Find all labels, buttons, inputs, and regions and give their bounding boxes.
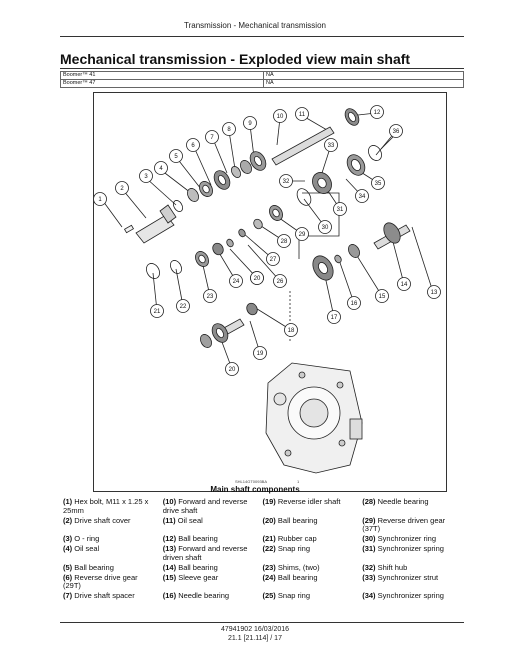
legend-item-number: (2) <box>63 515 73 525</box>
callout-11: 11 <box>298 112 306 118</box>
legend-item-number: (10) <box>162 497 177 506</box>
legend-item-text: Forward and reverse driven shaft <box>162 544 248 562</box>
legend-item-number: (25) <box>262 591 276 600</box>
legend-item <box>259 574 359 593</box>
legend-item-number: (4) <box>63 544 73 553</box>
legend-item-number: (33) <box>362 572 376 582</box>
legend-item-text: Sleeve gear <box>178 572 219 582</box>
model-value: NA <box>264 72 464 80</box>
legend-item-number: (32) <box>362 562 376 572</box>
running-header: Transmission - Mechanical transmission <box>184 21 326 30</box>
legend-item-text: Ball bearing <box>74 562 114 572</box>
legend-item-number: (16) <box>162 591 177 600</box>
parts <box>125 106 410 473</box>
legend-item <box>160 545 260 564</box>
legend-item-text: Ball bearing <box>178 562 218 572</box>
page-reference: 21.1 [21.114] / 17 <box>228 635 282 642</box>
callout-10: 10 <box>276 114 284 120</box>
callout-5: 5 <box>174 154 178 160</box>
legend-item-text: Synchronizer spring <box>377 591 444 600</box>
title-divider <box>60 68 464 69</box>
legend-item-text: Shift hub <box>377 562 408 572</box>
legend-item-number: (30) <box>362 534 376 543</box>
exploded-view-drawing <box>94 93 448 493</box>
callout-35: 35 <box>374 181 382 187</box>
model-value: NA <box>264 80 464 88</box>
legend-item-text: Synchronizer spring <box>377 544 444 553</box>
legend-item-text: Reverse idler shaft <box>277 497 341 506</box>
footer-divider <box>60 622 464 623</box>
callout-14: 14 <box>400 282 408 288</box>
legend-item <box>160 574 260 593</box>
legend-item-text: Forward and reverse drive shaft <box>162 497 248 515</box>
legend-item-number: (1) <box>63 497 73 506</box>
callout-33: 33 <box>327 143 335 149</box>
legend-item-text: Rubber cap <box>277 534 317 543</box>
callout-2: 2 <box>120 186 124 192</box>
legend-item-text: Reverse drive gear (29T) <box>63 572 138 590</box>
legend-item <box>60 592 160 602</box>
legend-body <box>60 498 464 602</box>
callout-29: 29 <box>298 232 306 238</box>
legend-item-text: Snap ring <box>277 591 310 600</box>
model-name: Boomer™ 41 <box>61 72 264 80</box>
model-applicability-table <box>60 71 464 88</box>
callout-36: 36 <box>392 129 400 135</box>
legend-row <box>60 517 464 536</box>
page-title: Mechanical transmission - Exploded view main shaft <box>60 51 411 67</box>
legend-item-text: Synchronizer strut <box>377 572 439 582</box>
figure-number: 1 <box>297 479 300 484</box>
legend-item <box>160 498 260 517</box>
legend-item <box>259 517 359 536</box>
callout-18: 18 <box>287 328 295 334</box>
legend-item-number: (5) <box>63 562 73 572</box>
legend-item-number: (21) <box>262 534 276 543</box>
legend-item <box>60 574 160 593</box>
legend-item-text: Drive shaft spacer <box>74 591 135 600</box>
legend-item-text: Needle bearing <box>178 591 230 600</box>
legend-item-number: (20) <box>262 515 276 525</box>
callout-34: 34 <box>358 194 366 200</box>
legend-row <box>60 498 464 517</box>
legend-row <box>60 592 464 602</box>
legend-item-text: Reverse driven gear (37T) <box>362 515 446 533</box>
legend-item <box>359 498 464 517</box>
legend-item-number: (6) <box>63 572 73 582</box>
legend-item <box>259 498 359 517</box>
legend-item <box>160 517 260 536</box>
legend-item-number: (19) <box>262 497 276 506</box>
legend-item-text: Shims, (two) <box>277 562 320 572</box>
figure-caption: Main shaft components <box>210 485 300 494</box>
callout-9: 9 <box>248 121 252 127</box>
callout-21: 21 <box>153 309 161 315</box>
callout-4: 4 <box>159 166 163 172</box>
callout-27: 27 <box>269 257 277 263</box>
page-footer <box>0 625 510 643</box>
figure-code: SHL14GT0093BA <box>235 479 268 484</box>
callout-28: 28 <box>280 239 288 245</box>
legend-item-text: Oil seal <box>74 544 100 553</box>
legend-item-number: (34) <box>362 591 376 600</box>
callout-20: 20 <box>228 367 236 373</box>
legend-item-number: (23) <box>262 562 276 572</box>
legend-item-number: (28) <box>362 497 376 506</box>
callout-8: 8 <box>227 127 231 133</box>
legend-item <box>60 517 160 536</box>
legend-item-number: (14) <box>162 562 177 572</box>
legend-item-text: O - ring <box>74 534 100 543</box>
callout-17: 17 <box>330 315 338 321</box>
model-row <box>61 72 464 80</box>
callout-24: 24 <box>232 279 240 285</box>
callout-1: 1 <box>98 197 102 203</box>
callout-7: 7 <box>210 135 214 141</box>
header-divider <box>60 36 464 37</box>
callout-16: 16 <box>350 301 358 307</box>
legend-item-number: (31) <box>362 544 376 553</box>
legend-item-number: (15) <box>162 572 177 582</box>
legend-row <box>60 545 464 564</box>
callout-3: 3 <box>144 174 148 180</box>
legend-item-text: Needle bearing <box>377 497 429 506</box>
callout-22: 22 <box>179 304 187 310</box>
legend-item-number: (29) <box>362 515 376 525</box>
callout-20b: 20 <box>253 276 261 282</box>
legend-item-text: Hex bolt, M11 x 1.25 x 25mm <box>63 497 149 515</box>
model-name: Boomer™ 47 <box>61 80 264 88</box>
legend-item-number: (3) <box>63 534 73 543</box>
legend-item <box>60 498 160 517</box>
legend-item-number: (12) <box>162 534 177 543</box>
legend-item-text: Oil seal <box>177 515 203 525</box>
doc-id: 47941902 16/03/2016 <box>220 626 290 633</box>
legend-item <box>359 517 464 536</box>
callout-19: 19 <box>256 351 264 357</box>
legend-item <box>359 592 464 602</box>
legend-item <box>160 592 260 602</box>
parts-legend-table <box>60 498 464 602</box>
legend-item <box>359 574 464 593</box>
legend-item-number: (22) <box>262 544 276 553</box>
callout-13: 13 <box>430 290 438 296</box>
legend-item-text: Ball bearing <box>178 534 218 543</box>
legend-item-text: Drive shaft cover <box>74 515 131 525</box>
callout-6: 6 <box>191 143 195 149</box>
model-row <box>61 80 464 88</box>
legend-item-text: Synchronizer ring <box>377 534 436 543</box>
callout-23: 23 <box>206 294 214 300</box>
callout-26: 26 <box>276 279 284 285</box>
legend-row <box>60 574 464 593</box>
callout-12: 12 <box>373 110 381 116</box>
legend-item <box>259 545 359 564</box>
callout-30: 30 <box>321 225 329 231</box>
callout-15: 15 <box>378 294 386 300</box>
legend-item-number: (13) <box>162 544 177 553</box>
legend-item-text: Snap ring <box>277 544 310 553</box>
legend-item-text: Ball bearing <box>277 572 318 582</box>
legend-item <box>259 592 359 602</box>
exploded-view-figure <box>93 92 447 492</box>
callout-32: 32 <box>282 179 290 185</box>
callout-31: 31 <box>336 207 344 213</box>
legend-item-number: (11) <box>162 515 176 525</box>
legend-item <box>60 545 160 564</box>
legend-item <box>359 545 464 564</box>
legend-item-number: (7) <box>63 591 73 600</box>
legend-item-number: (24) <box>262 572 276 582</box>
legend-item-text: Ball bearing <box>277 515 318 525</box>
